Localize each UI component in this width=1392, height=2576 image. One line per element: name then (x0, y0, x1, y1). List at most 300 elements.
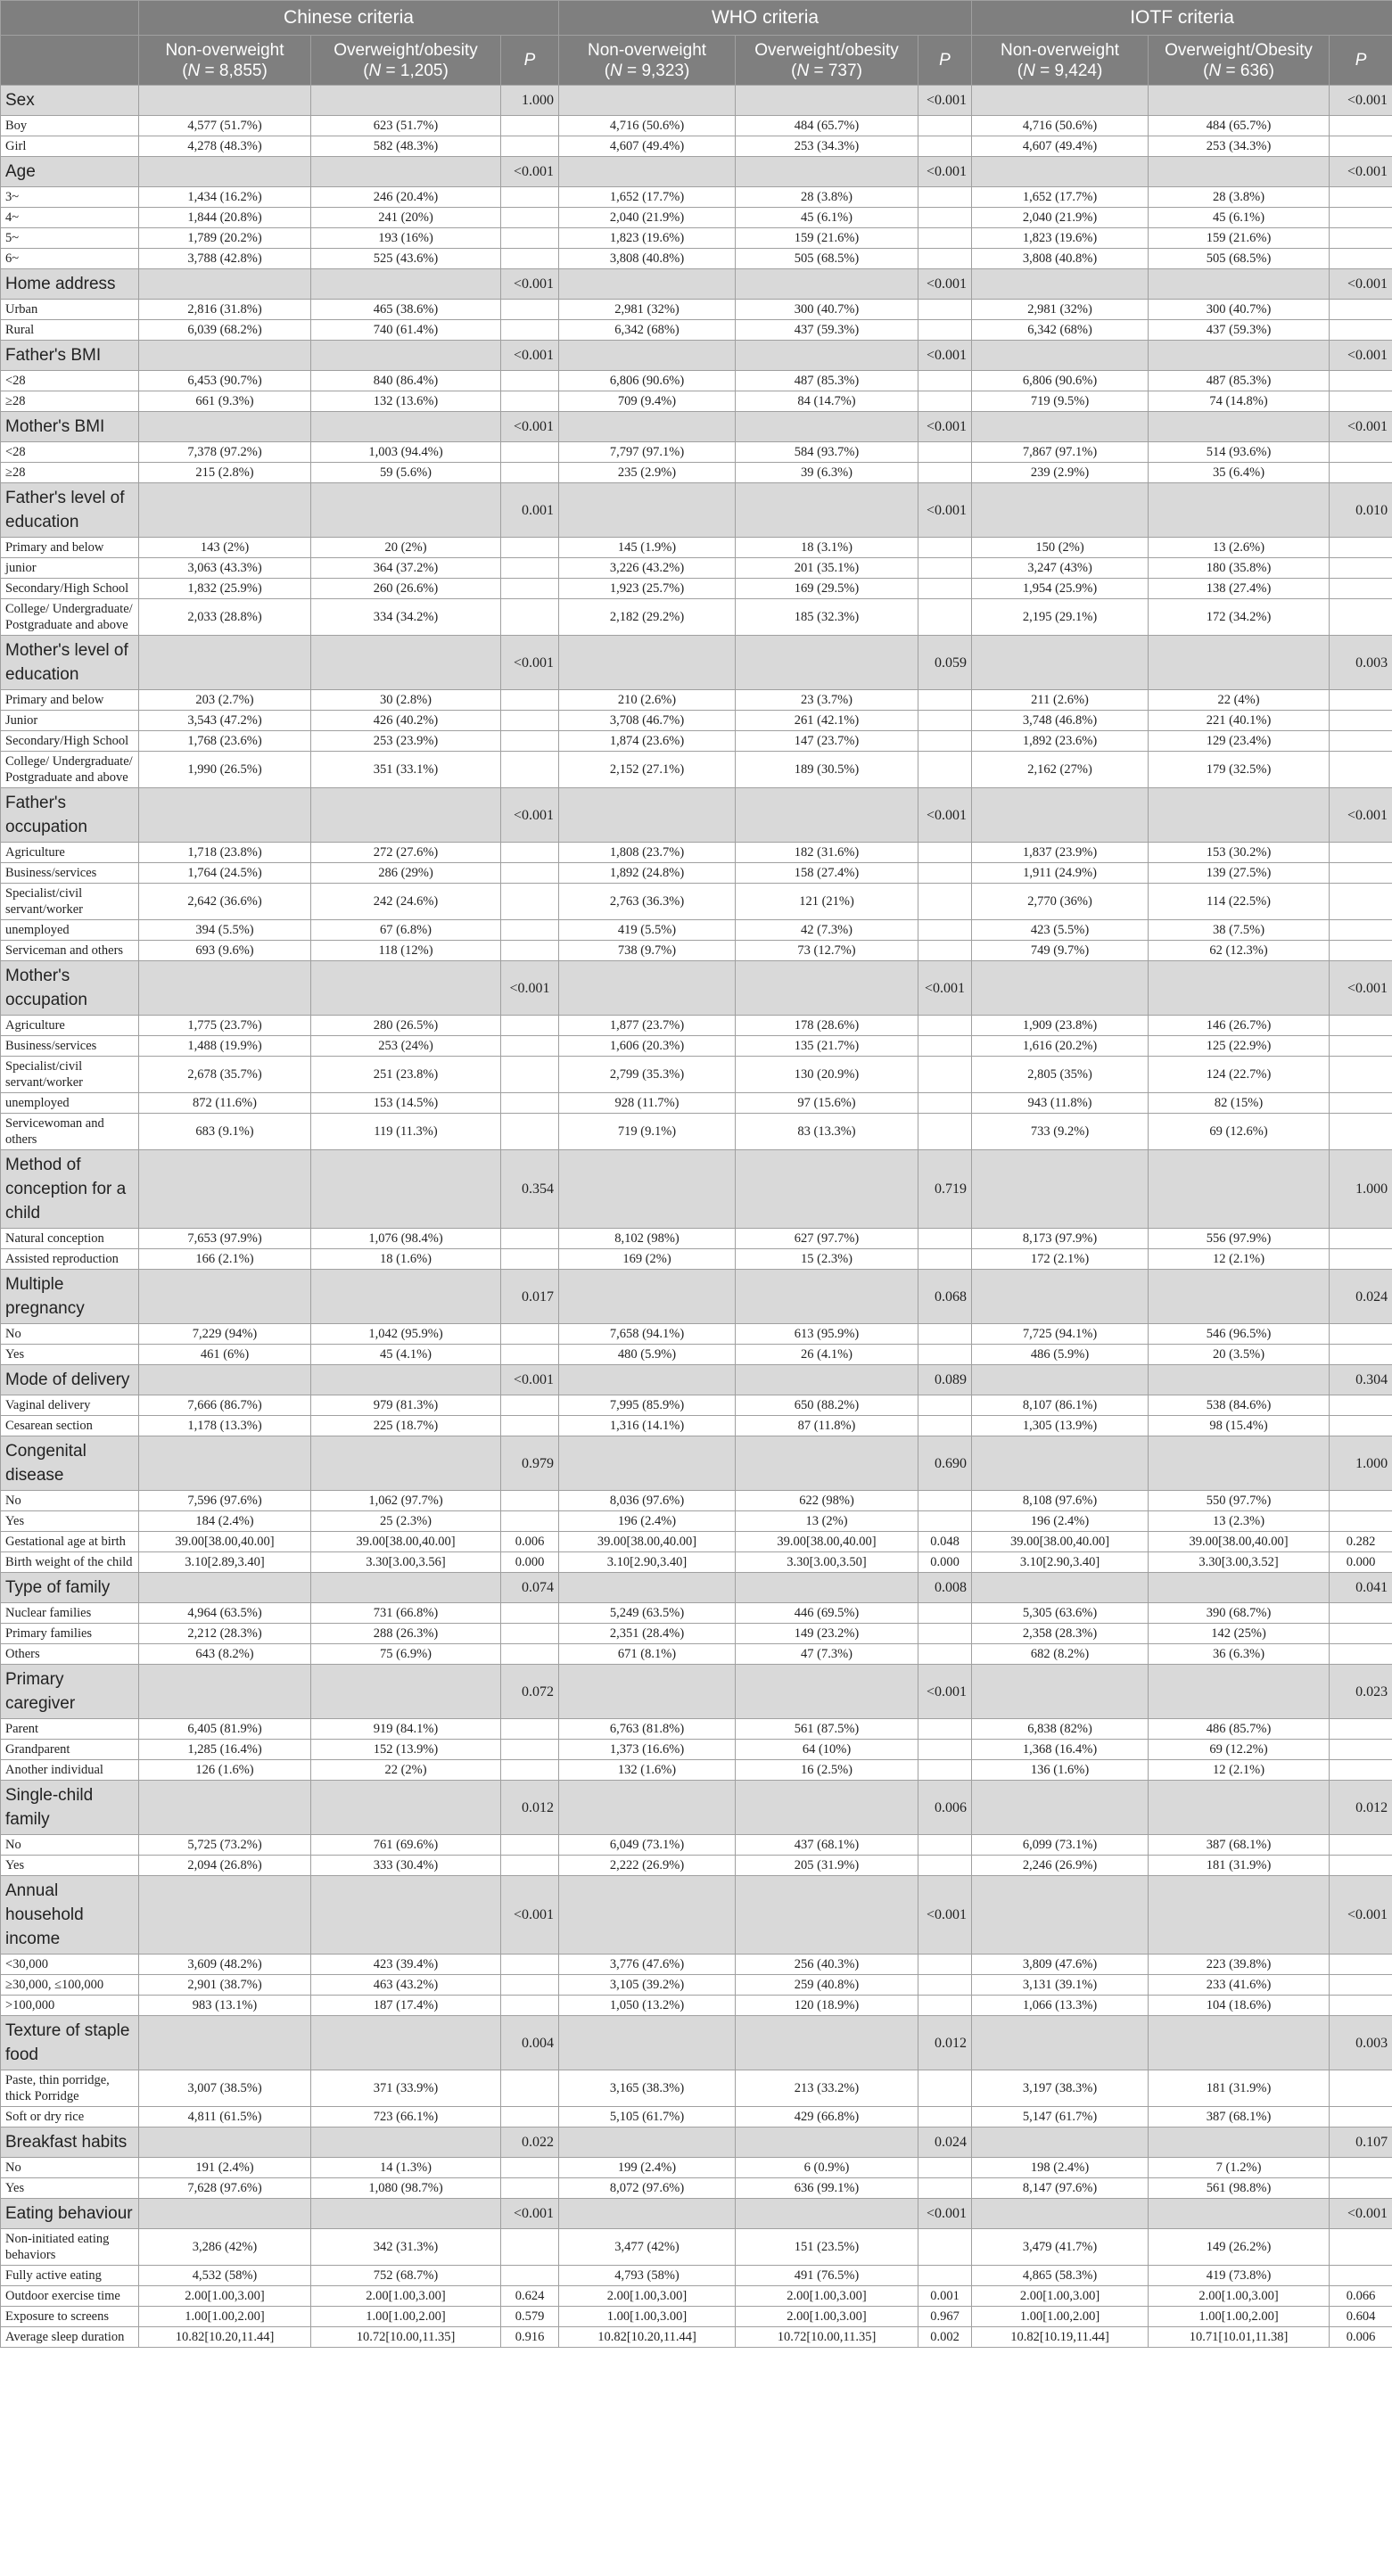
p-value: <0.001 (918, 86, 972, 116)
p-value (1330, 1835, 1392, 1856)
category-label: Nuclear families (1, 1603, 139, 1624)
table-cell: 650 (88.2%) (736, 1395, 918, 1416)
table-cell: 8,147 (97.6%) (972, 2178, 1149, 2199)
table-cell: 149 (23.2%) (736, 1624, 918, 1644)
p-value (501, 2178, 559, 2199)
table-cell: 39.00[38.00,40.00] (1149, 1532, 1330, 1552)
category-label: Parent (1, 1719, 139, 1740)
variable-label: Multiple pregnancy (1, 1270, 139, 1324)
p-value (1330, 1345, 1392, 1365)
table-cell: 3.10[2.90,3.40] (972, 1552, 1149, 1573)
table-row (1, 538, 1392, 558)
empty-cell (139, 341, 311, 371)
variable-header-row (1, 961, 1392, 1016)
empty-cell (139, 1365, 311, 1395)
table-row (1, 2266, 1392, 2286)
empty-cell (1149, 1270, 1330, 1324)
p-value (501, 843, 559, 863)
table-cell: 3,131 (39.1%) (972, 1975, 1149, 1996)
table-cell: 146 (26.7%) (1149, 1016, 1330, 1036)
table-row (1, 300, 1392, 320)
table-cell: 20 (3.5%) (1149, 1345, 1330, 1365)
variable-header-row (1, 341, 1392, 371)
category-label: Paste, thin porridge, thick Porridge (1, 2070, 139, 2107)
table-cell: 3,479 (41.7%) (972, 2229, 1149, 2266)
table-cell: 1,775 (23.7%) (139, 1016, 311, 1036)
table-cell: 661 (9.3%) (139, 391, 311, 412)
p-value: 1.000 (1330, 1150, 1392, 1229)
table-cell: 390 (68.7%) (1149, 1603, 1330, 1624)
category-label: Primary families (1, 1624, 139, 1644)
table-cell: 3,007 (38.5%) (139, 2070, 311, 2107)
category-label: 3~ (1, 187, 139, 208)
p-value (501, 1996, 559, 2016)
p-value (1330, 1955, 1392, 1975)
criteria-group-header-row (1, 1, 1392, 36)
group-column-header (1149, 36, 1330, 86)
table-cell: 342 (31.3%) (311, 2229, 501, 2266)
category-label: Business/services (1, 1036, 139, 1057)
variable-header-row (1, 1781, 1392, 1835)
empty-cell (736, 2199, 918, 2229)
category-label: Birth weight of the child (1, 1552, 139, 1573)
p-value (1330, 1644, 1392, 1665)
table-cell: 2,763 (36.3%) (559, 884, 736, 920)
table-cell: 169 (29.5%) (736, 579, 918, 599)
empty-cell (736, 1876, 918, 1955)
variable-header-row (1, 1665, 1392, 1719)
table-cell: 484 (65.7%) (1149, 116, 1330, 136)
empty-cell (972, 1270, 1149, 1324)
table-cell: 114 (22.5%) (1149, 884, 1330, 920)
table-cell: 709 (9.4%) (559, 391, 736, 412)
empty-cell (736, 341, 918, 371)
table-cell: 253 (24%) (311, 1036, 501, 1057)
empty-cell (139, 2016, 311, 2070)
p-value: <0.001 (1330, 157, 1392, 187)
p-value (918, 187, 972, 208)
p-value (501, 1416, 559, 1436)
empty-cell (311, 636, 501, 690)
p-value (501, 1624, 559, 1644)
table-cell: 4,811 (61.5%) (139, 2107, 311, 2127)
table-cell: 215 (2.8%) (139, 463, 311, 483)
p-value (501, 320, 559, 341)
table-cell: 189 (30.5%) (736, 752, 918, 788)
empty-cell (972, 483, 1149, 538)
table-cell: 2,901 (38.7%) (139, 1975, 311, 1996)
table-cell: 1.00[1.00,2.00] (311, 2307, 501, 2327)
table-row (1, 711, 1392, 731)
empty-cell (736, 1365, 918, 1395)
category-label: Fully active eating (1, 2266, 139, 2286)
table-cell: 4,607 (49.4%) (972, 136, 1149, 157)
category-label: No (1, 2158, 139, 2178)
table-cell: 187 (17.4%) (311, 1996, 501, 2016)
variable-label: Father's occupation (1, 788, 139, 843)
table-row (1, 208, 1392, 228)
category-label: ≥28 (1, 463, 139, 483)
empty-cell (972, 157, 1149, 187)
empty-cell (311, 961, 501, 1016)
p-value (918, 2178, 972, 2199)
table-cell: 221 (40.1%) (1149, 711, 1330, 731)
p-value: 0.690 (918, 1436, 972, 1491)
group-column-header (559, 36, 736, 86)
p-value (1330, 1624, 1392, 1644)
p-value (918, 371, 972, 391)
table-cell: 3,543 (47.2%) (139, 711, 311, 731)
p-value: 0.068 (918, 1270, 972, 1324)
table-cell: 180 (35.8%) (1149, 558, 1330, 579)
table-cell: 6,099 (73.1%) (972, 1835, 1149, 1856)
table-cell: 126 (1.6%) (139, 1760, 311, 1781)
table-cell: 3.30[3.00,3.52] (1149, 1552, 1330, 1573)
empty-cell (139, 2127, 311, 2158)
p-value (501, 1114, 559, 1150)
empty-cell (559, 1781, 736, 1835)
empty-cell (559, 788, 736, 843)
table-cell: 149 (26.2%) (1149, 2229, 1330, 2266)
table-row (1, 2286, 1392, 2307)
p-value (501, 920, 559, 941)
p-value (1330, 941, 1392, 961)
empty-cell (311, 86, 501, 116)
table-cell: 47 (7.3%) (736, 1644, 918, 1665)
empty-cell (311, 1665, 501, 1719)
table-cell: 731 (66.8%) (311, 1603, 501, 1624)
p-value: 0.004 (501, 2016, 559, 2070)
p-value (1330, 558, 1392, 579)
p-value (918, 208, 972, 228)
table-cell: 423 (39.4%) (311, 1955, 501, 1975)
empty-cell (1149, 1365, 1330, 1395)
empty-cell (311, 269, 501, 300)
group-column-header (736, 36, 918, 86)
empty-cell (139, 961, 311, 1016)
empty-cell (559, 2016, 736, 2070)
p-value: 0.000 (918, 1552, 972, 1573)
table-row (1, 1511, 1392, 1532)
table-cell: 196 (2.4%) (559, 1511, 736, 1532)
variable-header-row (1, 269, 1392, 300)
empty-cell (972, 1150, 1149, 1229)
table-cell: 10.72[10.00,11.35] (736, 2327, 918, 2348)
sample-size-value: 9,424 (1054, 61, 1097, 80)
table-cell: 45 (4.1%) (311, 1345, 501, 1365)
table-cell: 463 (43.2%) (311, 1975, 501, 1996)
p-value (501, 1511, 559, 1532)
table-cell: 191 (2.4%) (139, 2158, 311, 2178)
p-value (1330, 843, 1392, 863)
table-row (1, 1324, 1392, 1345)
p-value (501, 228, 559, 249)
empty-cell (1149, 1876, 1330, 1955)
empty-cell (1149, 961, 1330, 1016)
empty-cell (311, 1436, 501, 1491)
p-value: <0.001 (918, 412, 972, 442)
table-cell: 1,434 (16.2%) (139, 187, 311, 208)
table-row (1, 1996, 1392, 2016)
table-cell: 233 (41.6%) (1149, 1975, 1330, 1996)
category-label: Secondary/High School (1, 579, 139, 599)
p-value (501, 1740, 559, 1760)
empty-cell (736, 1150, 918, 1229)
table-row (1, 690, 1392, 711)
p-value: <0.001 (501, 341, 559, 371)
table-cell: 1,923 (25.7%) (559, 579, 736, 599)
table-cell: 461 (6%) (139, 1345, 311, 1365)
category-label: Outdoor exercise time (1, 2286, 139, 2307)
variable-header-row (1, 412, 1392, 442)
p-value (918, 1395, 972, 1416)
category-label: ≥30,000, ≤100,000 (1, 1975, 139, 1996)
table-cell: 13 (2.3%) (1149, 1511, 1330, 1532)
table-cell: 6,049 (73.1%) (559, 1835, 736, 1856)
p-value (1330, 1603, 1392, 1624)
p-value (1330, 579, 1392, 599)
p-value (1330, 884, 1392, 920)
table-row (1, 442, 1392, 463)
p-value (1330, 1975, 1392, 1996)
empty-cell (736, 1665, 918, 1719)
p-value: 0.282 (1330, 1532, 1392, 1552)
table-cell: 613 (95.9%) (736, 1324, 918, 1345)
empty-cell (139, 1150, 311, 1229)
table-cell: 223 (39.8%) (1149, 1955, 1330, 1975)
variable-label: Single-child family (1, 1781, 139, 1835)
table-cell: 5,725 (73.2%) (139, 1835, 311, 1856)
category-label: Yes (1, 1511, 139, 1532)
table-row (1, 2327, 1392, 2348)
table-row (1, 1416, 1392, 1436)
table-cell: 2,152 (27.1%) (559, 752, 736, 788)
p-value (1330, 391, 1392, 412)
p-value (1330, 1036, 1392, 1057)
p-value (501, 136, 559, 157)
empty-cell (559, 2199, 736, 2229)
empty-cell (311, 1573, 501, 1603)
empty-cell (736, 86, 918, 116)
empty-cell (139, 1270, 311, 1324)
p-value (501, 884, 559, 920)
p-value (918, 249, 972, 269)
p-value (918, 1057, 972, 1093)
table-row (1, 1491, 1392, 1511)
variable-label: Breakfast habits (1, 2127, 139, 2158)
empty-cell (972, 1781, 1149, 1835)
p-value: 0.010 (1330, 483, 1392, 538)
variable-header-row (1, 1270, 1392, 1324)
table-cell: 98 (15.4%) (1149, 1416, 1330, 1436)
p-value (1330, 2107, 1392, 2127)
table-cell: 8,036 (97.6%) (559, 1491, 736, 1511)
p-value (501, 1345, 559, 1365)
p-value: <0.001 (1330, 341, 1392, 371)
table-cell: 546 (96.5%) (1149, 1324, 1330, 1345)
p-value (1330, 320, 1392, 341)
table-cell: 104 (18.6%) (1149, 1996, 1330, 2016)
table-cell: 75 (6.9%) (311, 1644, 501, 1665)
table-cell: 7,653 (97.9%) (139, 1229, 311, 1249)
table-cell: 429 (66.8%) (736, 2107, 918, 2127)
table-row (1, 1624, 1392, 1644)
table-cell: 2,040 (21.9%) (972, 208, 1149, 228)
p-value (1330, 1395, 1392, 1416)
table-cell: 465 (38.6%) (311, 300, 501, 320)
table-cell: 738 (9.7%) (559, 941, 736, 961)
table-cell: 4,607 (49.4%) (559, 136, 736, 157)
table-cell: 22 (4%) (1149, 690, 1330, 711)
empty-cell (559, 1876, 736, 1955)
table-cell: 59 (5.6%) (311, 463, 501, 483)
table-cell: 2.00[1.00,3.00] (139, 2286, 311, 2307)
p-value: <0.001 (1330, 86, 1392, 116)
table-cell: 1,789 (20.2%) (139, 228, 311, 249)
table-cell: 556 (97.9%) (1149, 1229, 1330, 1249)
table-cell: 2,770 (36%) (972, 884, 1149, 920)
variable-label: Mother's BMI (1, 412, 139, 442)
table-cell: 2.00[1.00,3.00] (736, 2286, 918, 2307)
table-cell: 201 (35.1%) (736, 558, 918, 579)
table-cell: 2,246 (26.9%) (972, 1856, 1149, 1876)
table-cell: 242 (24.6%) (311, 884, 501, 920)
table-cell: 3,776 (47.6%) (559, 1955, 736, 1975)
p-value-column-header: P (501, 36, 559, 86)
variable-header-row (1, 1573, 1392, 1603)
table-row (1, 116, 1392, 136)
p-value (918, 1644, 972, 1665)
table-cell: 132 (13.6%) (311, 391, 501, 412)
variable-header-row (1, 2016, 1392, 2070)
table-cell: 1,652 (17.7%) (972, 187, 1149, 208)
table-cell: 2.00[1.00,3.00] (311, 2286, 501, 2307)
category-label: Agriculture (1, 843, 139, 863)
p-value (501, 941, 559, 961)
p-value (1330, 538, 1392, 558)
empty-cell (559, 483, 736, 538)
table-cell: 1,042 (95.9%) (311, 1324, 501, 1345)
table-cell: 6,806 (90.6%) (559, 371, 736, 391)
category-label: 6~ (1, 249, 139, 269)
table-cell: 42 (7.3%) (736, 920, 918, 941)
table-cell: 166 (2.1%) (139, 1249, 311, 1270)
empty-cell (972, 269, 1149, 300)
p-value (501, 1760, 559, 1781)
table-cell: 62 (12.3%) (1149, 941, 1330, 961)
table-cell: 928 (11.7%) (559, 1093, 736, 1114)
category-label: >100,000 (1, 1996, 139, 2016)
table-cell: 261 (42.1%) (736, 711, 918, 731)
table-cell: 1,066 (13.3%) (972, 1996, 1149, 2016)
table-cell: 6,342 (68%) (559, 320, 736, 341)
table-cell: 1,954 (25.9%) (972, 579, 1149, 599)
p-value (1330, 1996, 1392, 2016)
table-cell: 4,716 (50.6%) (972, 116, 1149, 136)
table-cell: 1,076 (98.4%) (311, 1229, 501, 1249)
table-cell: 300 (40.7%) (736, 300, 918, 320)
p-value (1330, 2266, 1392, 2286)
variable-header-row (1, 636, 1392, 690)
table-row (1, 2307, 1392, 2327)
table-cell: 2,816 (31.8%) (139, 300, 311, 320)
empty-cell (139, 483, 311, 538)
p-value-column-header: P (1330, 36, 1392, 86)
p-value: <0.001 (501, 636, 559, 690)
p-value: 0.000 (1330, 1552, 1392, 1573)
p-value: <0.001 (918, 2199, 972, 2229)
p-value: <0.001 (501, 157, 559, 187)
p-value (918, 1955, 972, 1975)
p-value (501, 1975, 559, 1996)
p-value (918, 1114, 972, 1150)
table-cell: 419 (5.5%) (559, 920, 736, 941)
table-cell: 1,178 (13.3%) (139, 1416, 311, 1436)
table-cell: 4,577 (51.7%) (139, 116, 311, 136)
empty-cell (736, 483, 918, 538)
p-value (918, 300, 972, 320)
category-label: College/ Undergraduate/ Postgraduate and above (1, 599, 139, 636)
empty-cell (139, 1573, 311, 1603)
table-cell: 1,062 (97.7%) (311, 1491, 501, 1511)
table-row (1, 843, 1392, 863)
table-cell: 196 (2.4%) (972, 1511, 1149, 1532)
p-value (918, 1511, 972, 1532)
empty-cell (972, 1365, 1149, 1395)
table-cell: 235 (2.9%) (559, 463, 736, 483)
table-cell: 172 (34.2%) (1149, 599, 1330, 636)
table-cell: 1,373 (16.6%) (559, 1740, 736, 1760)
column-label: Overweight/obesity (334, 40, 478, 60)
sample-size: (N = 9,424) (1017, 61, 1103, 80)
table-cell: 1,909 (23.8%) (972, 1016, 1149, 1036)
p-value (918, 752, 972, 788)
group-column-header (972, 36, 1149, 86)
category-label: Natural conception (1, 1229, 139, 1249)
table-row (1, 1345, 1392, 1365)
p-value: <0.001 (501, 269, 559, 300)
table-cell: 179 (32.5%) (1149, 752, 1330, 788)
table-cell: 3,105 (39.2%) (559, 1975, 736, 1996)
table-cell: 733 (9.2%) (972, 1114, 1149, 1150)
p-value (1330, 442, 1392, 463)
empty-cell (1149, 1781, 1330, 1835)
table-cell: 178 (28.6%) (736, 1016, 918, 1036)
table-row (1, 187, 1392, 208)
category-label: Others (1, 1644, 139, 1665)
p-value: 0.579 (501, 2307, 559, 2327)
table-cell: 18 (1.6%) (311, 1249, 501, 1270)
table-cell: 1,874 (23.6%) (559, 731, 736, 752)
table-cell: 28 (3.8%) (736, 187, 918, 208)
p-value (1330, 2158, 1392, 2178)
empty-cell (139, 1436, 311, 1491)
empty-cell (559, 1365, 736, 1395)
table-cell: 2,195 (29.1%) (972, 599, 1149, 636)
table-cell: 671 (8.1%) (559, 1644, 736, 1665)
empty-cell (139, 412, 311, 442)
p-value: 0.001 (918, 2286, 972, 2307)
table-cell: 10.71[10.01,11.38] (1149, 2327, 1330, 2348)
table-cell: 7,797 (97.1%) (559, 442, 736, 463)
p-value (918, 941, 972, 961)
table-cell: 12 (2.1%) (1149, 1760, 1330, 1781)
table-cell: 749 (9.7%) (972, 941, 1149, 961)
variable-label: Mother's level of education (1, 636, 139, 690)
p-value: 0.002 (918, 2327, 972, 2348)
p-value (918, 1603, 972, 1624)
empty-cell (972, 86, 1149, 116)
